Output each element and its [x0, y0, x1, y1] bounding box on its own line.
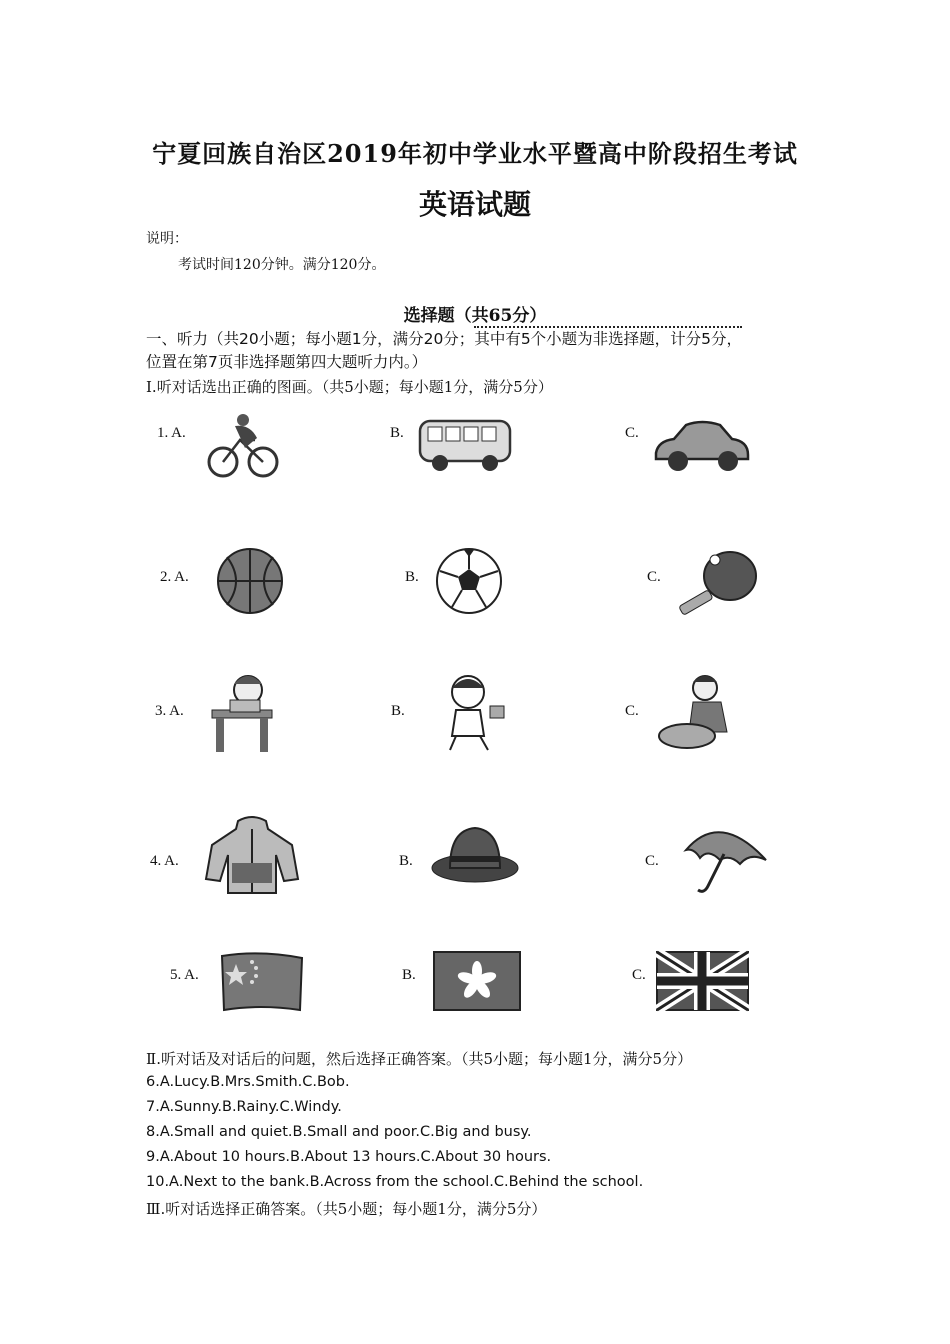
q5-c-label: C. [632, 967, 646, 983]
q2-c-label: C. [647, 569, 661, 585]
q5-a-label: 5. A. [170, 967, 199, 983]
ping-pong-paddle-icon[interactable] [675, 550, 760, 620]
basketball-icon[interactable] [215, 545, 285, 617]
jacket-icon[interactable] [202, 815, 302, 895]
q1-a-label: 1. A. [157, 425, 186, 441]
q5-b-label: B. [402, 967, 416, 983]
umbrella-icon[interactable] [680, 820, 770, 895]
part1-instructions [146, 328, 806, 374]
part1-text-c: 位置在第7页非选择题第四大题听力内。） [146, 353, 428, 371]
q4-c-label: C. [645, 853, 659, 869]
q1-b-label: B. [390, 425, 404, 441]
cyclist-icon[interactable] [205, 410, 280, 480]
note-label: 说明： [146, 231, 188, 247]
part-I-heading: Ⅰ.听对话选出正确的图画。（共5小题；每小题1分，满分5分） [146, 378, 553, 396]
part-III-heading: Ⅲ.听对话选择正确答案。（共5小题；每小题1分，满分5分） [146, 1200, 547, 1218]
section-heading: 选择题（共65分） [403, 306, 547, 326]
boy-at-desk-icon[interactable] [208, 670, 276, 755]
part1-text-a: 一、听力（共20小题；每小题1分，满分20分； [146, 330, 475, 348]
q2-a-label: 2. A. [160, 569, 189, 585]
part-II-heading: Ⅱ.听对话及对话后的问题，然后选择正确答案。（共5小题；每小题1分，满分5分） [146, 1050, 693, 1068]
hat-icon[interactable] [430, 822, 520, 887]
q4-a-label: 4. A. [150, 853, 179, 869]
q2-b-label: B. [405, 569, 419, 585]
part1-text-b: 其中有5个小题为非选择题，计分5分， [474, 330, 743, 348]
q3-b-label: B. [391, 703, 405, 719]
q1-c-label: C. [625, 425, 639, 441]
china-flag-icon[interactable] [220, 950, 305, 1015]
q3-c-label: C. [625, 703, 639, 719]
q4-b-label: B. [399, 853, 413, 869]
car-icon[interactable] [652, 415, 752, 475]
note-text: 考试时间120分钟。满分120分。 [178, 257, 386, 273]
question-8: 8.A.Small and quiet.B.Small and poor.C.Big and busy. [146, 1124, 532, 1140]
hong-kong-flag-icon[interactable] [432, 948, 522, 1013]
exam-title: 宁夏回族自治区2019年初中学业水平暨高中阶段招生考试 [152, 139, 798, 168]
q3-a-label: 3. A. [155, 703, 184, 719]
exam-subtitle: 英语试题 [418, 188, 531, 221]
question-7: 7.A.Sunny.B.Rainy.C.Windy. [146, 1099, 342, 1115]
bus-icon[interactable] [418, 415, 513, 475]
boy-washing-icon[interactable] [655, 670, 740, 755]
boy-playing-icon[interactable] [432, 670, 512, 755]
question-10: 10.A.Next to the bank.B.Across from the school.C.Behind the school. [146, 1174, 644, 1190]
question-6: 6.A.Lucy.B.Mrs.Smith.C.Bob. [146, 1074, 350, 1090]
soccer-ball-icon[interactable] [434, 545, 504, 617]
question-9: 9.A.About 10 hours.B.About 13 hours.C.About 30 hours. [146, 1149, 552, 1165]
uk-flag-icon[interactable] [655, 950, 750, 1012]
